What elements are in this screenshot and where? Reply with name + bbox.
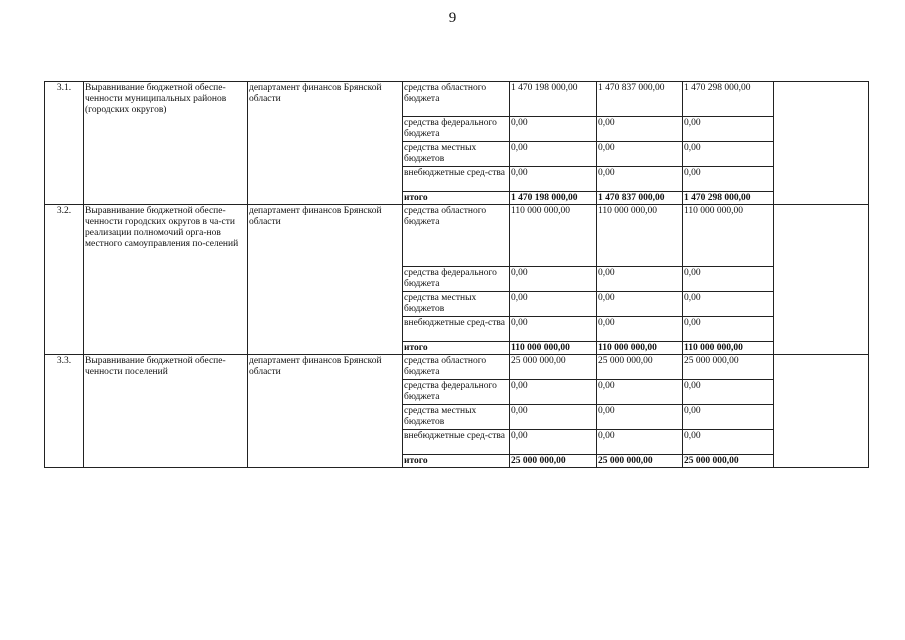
section-name: Выравнивание бюджетной обеспе-ченности городских округов в ча-сти реализации полномочий орга-нов местного самоуправления по-селений: [84, 205, 248, 355]
table-row: [45, 82, 869, 117]
amount-cell: 1 470 198 000,00: [510, 82, 597, 117]
funding-source-total: итого: [403, 342, 510, 355]
amount-total-cell: 110 000 000,00: [510, 342, 597, 355]
amount-cell: 0,00: [597, 142, 683, 167]
section-number: 3.1.: [45, 82, 84, 205]
amount-cell: 1 470 298 000,00: [683, 82, 774, 117]
table-row: [45, 355, 869, 380]
amount-total-cell: 25 000 000,00: [597, 455, 683, 468]
funding-source: средства областного бюджета: [403, 205, 510, 267]
amount-cell: 25 000 000,00: [683, 355, 774, 380]
amount-total-cell: 25 000 000,00: [683, 455, 774, 468]
amount-cell: 0,00: [683, 267, 774, 292]
empty-cell: [774, 82, 869, 205]
section-number: 3.2.: [45, 205, 84, 355]
section-executor: департамент финансов Брянской области: [248, 355, 403, 468]
amount-cell: 0,00: [510, 430, 597, 455]
funding-source: средства областного бюджета: [403, 355, 510, 380]
amount-cell: 110 000 000,00: [510, 205, 597, 267]
amount-cell: 0,00: [683, 142, 774, 167]
amount-cell: 0,00: [683, 292, 774, 317]
amount-total-cell: 110 000 000,00: [597, 342, 683, 355]
amount-total-cell: 110 000 000,00: [683, 342, 774, 355]
amount-cell: 0,00: [683, 430, 774, 455]
amount-cell: 0,00: [510, 317, 597, 342]
amount-cell: 0,00: [683, 117, 774, 142]
funding-source: средства местных бюджетов: [403, 142, 510, 167]
amount-cell: 0,00: [510, 267, 597, 292]
amount-cell: 110 000 000,00: [597, 205, 683, 267]
amount-cell: 0,00: [683, 405, 774, 430]
section-number: 3.3.: [45, 355, 84, 468]
amount-total-cell: 1 470 298 000,00: [683, 192, 774, 205]
funding-source: средства федерального бюджета: [403, 380, 510, 405]
amount-cell: 1 470 837 000,00: [597, 82, 683, 117]
empty-cell: [774, 355, 869, 468]
amount-cell: 0,00: [597, 292, 683, 317]
funding-source: средства местных бюджетов: [403, 405, 510, 430]
page-number: 9: [448, 10, 457, 26]
amount-cell: 0,00: [597, 405, 683, 430]
amount-total-cell: 1 470 198 000,00: [510, 192, 597, 205]
amount-cell: 0,00: [510, 292, 597, 317]
amount-cell: 0,00: [510, 142, 597, 167]
amount-cell: 25 000 000,00: [597, 355, 683, 380]
funding-source: средства местных бюджетов: [403, 292, 510, 317]
funding-source: средства федерального бюджета: [403, 267, 510, 292]
section-executor: департамент финансов Брянской области: [248, 205, 403, 355]
funding-source: внебюджетные сред-ства: [403, 430, 510, 455]
budget-table: [44, 81, 869, 468]
amount-cell: 25 000 000,00: [510, 355, 597, 380]
empty-cell: [774, 205, 869, 355]
amount-cell: 0,00: [597, 167, 683, 192]
funding-source: внебюджетные сред-ства: [403, 317, 510, 342]
amount-cell: 0,00: [510, 380, 597, 405]
funding-source-total: итого: [403, 192, 510, 205]
amount-cell: 110 000 000,00: [683, 205, 774, 267]
amount-cell: 0,00: [597, 117, 683, 142]
amount-cell: 0,00: [510, 405, 597, 430]
amount-cell: 0,00: [597, 430, 683, 455]
amount-cell: 0,00: [510, 167, 597, 192]
funding-source-total: итого: [403, 455, 510, 468]
funding-source: средства областного бюджета: [403, 82, 510, 117]
funding-source: средства федерального бюджета: [403, 117, 510, 142]
amount-cell: 0,00: [597, 267, 683, 292]
section-name: Выравнивание бюджетной обеспе-ченности муниципальных районов (городских округов): [84, 82, 248, 205]
section-name: Выравнивание бюджетной обеспе-ченности поселений: [84, 355, 248, 468]
funding-source: внебюджетные сред-ства: [403, 167, 510, 192]
section-executor: департамент финансов Брянской области: [248, 82, 403, 205]
amount-total-cell: 25 000 000,00: [510, 455, 597, 468]
amount-cell: 0,00: [683, 380, 774, 405]
amount-total-cell: 1 470 837 000,00: [597, 192, 683, 205]
amount-cell: 0,00: [510, 117, 597, 142]
amount-cell: 0,00: [683, 167, 774, 192]
table-row: [45, 205, 869, 267]
amount-cell: 0,00: [597, 380, 683, 405]
amount-cell: 0,00: [683, 317, 774, 342]
amount-cell: 0,00: [597, 317, 683, 342]
